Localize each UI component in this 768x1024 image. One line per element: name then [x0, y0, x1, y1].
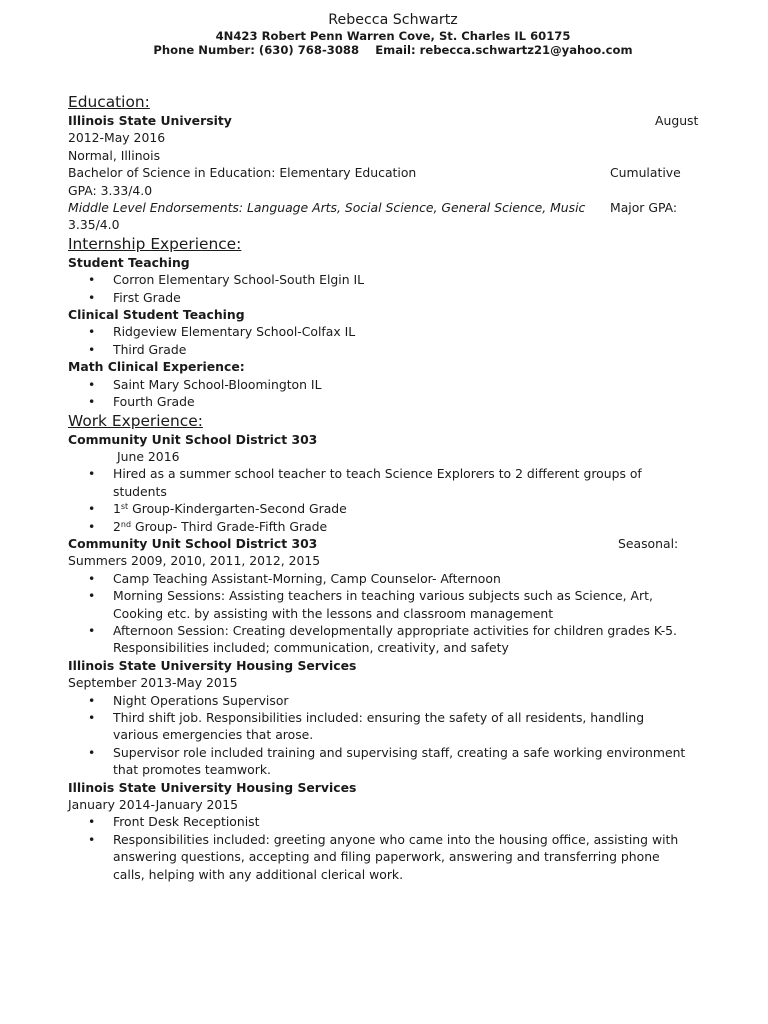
job-season-label: Seasonal:: [618, 535, 679, 551]
internship-list: [68, 271, 700, 306]
resume-body: [68, 92, 700, 883]
list-item: • Night Operations Supervisor: [68, 692, 700, 709]
job-org: Illinois State University Housing Services: [68, 779, 357, 795]
email-label: Email:: [375, 43, 416, 57]
list-item: [68, 465, 700, 500]
list-item: • Saint Mary School-Bloomington IL: [68, 376, 700, 393]
resume-header: [0, 11, 768, 57]
list-item-text-cont: that promotes teamwork.: [113, 762, 271, 778]
ordinal-suffix: nd: [120, 519, 132, 529]
internship-list: [68, 323, 700, 358]
education-school: Illinois State University: [68, 113, 232, 128]
education-major-gpa: 3.35/4.0: [68, 217, 120, 233]
job-org: Illinois State University Housing Services: [68, 657, 357, 673]
list-item: • First Grade: [68, 289, 700, 306]
education-gpa-label: Cumulative: [610, 165, 681, 181]
list-item: • Fourth Grade: [68, 393, 700, 410]
education-degree: Bachelor of Science in Education: Elementary Education: [68, 165, 417, 181]
list-item-text-cont: various emergencies that arose.: [113, 727, 314, 743]
list-item: [68, 500, 700, 517]
job-org: Community Unit School District 303: [68, 535, 318, 551]
list-item-text: Supervisor role included training and supervising staff, creating a safe working environment: [113, 744, 686, 760]
list-item: [68, 831, 700, 883]
address-line: 4N423 Robert Penn Warren Cove, St. Charles IL 60175: [215, 29, 571, 43]
list-item-text-cont: Responsibilities included; communication, creativity, and safety: [113, 640, 509, 656]
job-date: January 2014-January 2015: [68, 797, 239, 813]
job-date: September 2013-May 2015: [68, 675, 238, 691]
phone-number: (630) 768-3088: [258, 43, 360, 57]
list-item-text-cont: students: [113, 483, 167, 499]
job-org-row: [68, 535, 700, 552]
email-address: rebecca.schwartz21@yahoo.com: [419, 43, 633, 57]
internship-title: Clinical Student Teaching: [68, 307, 245, 323]
job-org: Community Unit School District 303: [68, 431, 318, 447]
education-school-row: [68, 112, 700, 129]
internship-heading: Internship Experience:: [68, 234, 242, 253]
list-item-text: Third shift job. Responsibilities included: ensuring the safety of all residents, handling: [113, 710, 645, 725]
education-endorsement-row: [68, 199, 700, 216]
ordinal-suffix: st: [120, 502, 129, 512]
list-item-text: Afternoon Session: Creating developmentally appropriate activities for children grades K-5.: [113, 622, 677, 638]
education-gpa: GPA: 3.33/4.0: [68, 182, 153, 198]
list-item-text: Hired as a summer school teacher to teach Science Explorers to 2 different groups of: [113, 466, 642, 482]
education-location: Normal, Illinois: [68, 147, 161, 163]
list-item-text-cont: Cooking etc. by assisting with the lessons and classroom management: [113, 605, 554, 621]
job-duties: [68, 813, 700, 883]
education-heading: Education:: [68, 93, 150, 111]
list-item-text: Group-Kindergarten-Second Grade: [128, 501, 347, 517]
list-item: [68, 518, 700, 535]
job-date: Summers 2009, 2010, 2011, 2012, 2015: [68, 553, 321, 569]
applicant-name: Rebecca Schwartz: [328, 12, 458, 28]
list-item-text-cont: calls, helping with any additional clerical work.: [113, 866, 404, 882]
internship-list: [68, 376, 700, 411]
list-item: [68, 709, 700, 744]
education-date-cont: 2012-May 2016: [68, 130, 166, 146]
job-duties: [68, 692, 700, 779]
list-item: • Third Grade: [68, 341, 700, 358]
internship-title: Math Clinical Experience:: [68, 359, 245, 375]
ordinal-number: 2: [113, 518, 121, 534]
education-endorsements: Middle Level Endorsements: Language Arts, Social Science, General Science, Music: [68, 200, 586, 216]
contact-line: [0, 43, 768, 57]
list-item-text: Group- Third Grade-Fifth Grade: [131, 518, 328, 534]
work-heading: Work Experience:: [68, 411, 203, 430]
list-item-text: Responsibilities included: greeting anyone who came into the housing office, assisting with: [113, 831, 679, 847]
education-date-start: August: [655, 113, 699, 128]
job-date: June 2016: [117, 448, 180, 464]
list-item: • Corron Elementary School-South Elgin IL: [68, 271, 700, 288]
internship-title: Student Teaching: [68, 254, 190, 270]
phone-label: Phone Number:: [153, 43, 255, 57]
ordinal-number: 1: [113, 501, 121, 517]
list-item-text-cont: answering questions, accepting and filing paperwork, answering and transferring phone: [113, 849, 660, 865]
job-duties: [68, 570, 700, 657]
list-item-text: Morning Sessions: Assisting teachers in teaching various subjects such as Science, Art,: [113, 588, 653, 604]
list-item: [68, 744, 700, 779]
list-item: • Camp Teaching Assistant-Morning, Camp Counselor- Afternoon: [68, 570, 700, 587]
education-major-gpa-label: Major GPA:: [610, 200, 678, 216]
list-item: [68, 622, 700, 657]
list-item: • Ridgeview Elementary School-Colfax IL: [68, 323, 700, 340]
job-duties: [68, 465, 700, 535]
list-item: [68, 587, 700, 622]
education-degree-row: [68, 164, 700, 181]
list-item: • Front Desk Receptionist: [68, 813, 700, 830]
